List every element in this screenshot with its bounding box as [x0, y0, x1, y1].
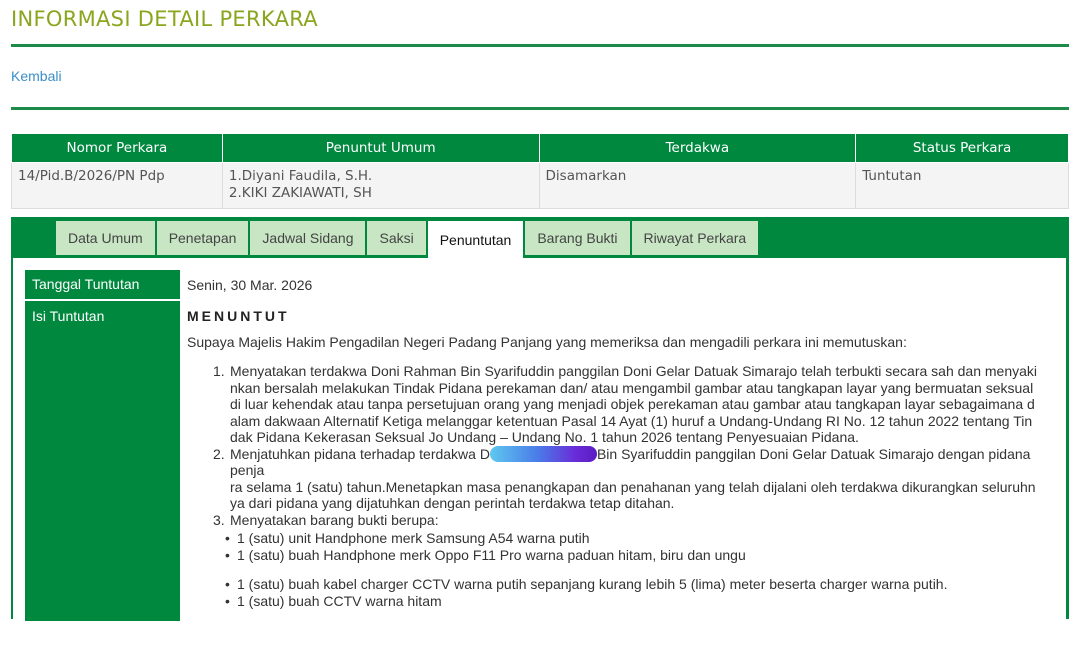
point-number: 2.	[213, 445, 225, 462]
table-header-row	[12, 134, 1069, 163]
title-divider	[11, 44, 1069, 47]
header-divider	[11, 107, 1069, 110]
point-1-line: alam dakwaan Alternatif Ketiga melanggar ketentuan Pasal 14 Ayat (1) huruf a Undang-Undang RI No. 12 tahun 2022 tentang Tin	[230, 412, 1033, 429]
cell-status-perkara: Tuntutan	[856, 163, 1069, 209]
isi-tuntutan-label: Isi Tuntutan	[25, 301, 180, 621]
point-1-line: nkan bersalah melakukan Tindak Pidana perekaman dan/ atau mengambil gambar atau tangkapan layar yang bermuatan seksual	[230, 379, 1034, 396]
detail-panel	[11, 217, 1069, 619]
point-2-line	[230, 446, 1060, 479]
back-link[interactable]: Kembali	[11, 68, 62, 84]
header-terdakwa: Terdakwa	[539, 134, 856, 163]
redaction-mark	[490, 446, 597, 462]
cell-terdakwa: Disamarkan	[539, 163, 856, 209]
point-2-text-post: Bin Syarifuddin panggilan Doni Gelar Datuak Simarajo dengan pidana penja	[230, 445, 1031, 478]
tab-bar	[56, 221, 760, 258]
point-number: 3.	[213, 511, 225, 528]
cell-penuntut-umum	[222, 163, 539, 209]
header-status-perkara: Status Perkara	[856, 134, 1069, 163]
tanggal-tuntutan-label: Tanggal Tuntutan	[25, 270, 180, 299]
list-item	[213, 511, 1060, 529]
header-penuntut-umum: Penuntut Umum	[222, 134, 539, 163]
cell-nomor-perkara: 14/Pid.B/2026/PN Pdp	[12, 163, 223, 209]
point-1-line: di luar kehendak atau tanpa persetujuan orang yang menjadi objek perekaman atau gambar atau tangkapan layar sebagaimana d	[230, 396, 1035, 412]
tanggal-tuntutan-value: Senin, 30 Mar. 2026	[187, 277, 313, 293]
point-2-line: ra selama 1 (satu) tahun.Menetapkan masa penangkapan dan penahanan yang telah dijalani oleh terdakwa dikurangkan seluruhn	[230, 478, 1036, 495]
tab-data-umum[interactable]: Data Umum	[56, 221, 157, 255]
prosecutor-1: 1.Diyani Faudila, S.H.	[228, 168, 373, 184]
case-summary-table	[11, 133, 1069, 209]
list-item: • 1 (satu) unit Handphone merk Samsung A54 warna putih	[237, 530, 746, 547]
list-item: • 1 (satu) buah CCTV warna hitam	[237, 593, 948, 610]
evidence-list-1	[237, 530, 746, 563]
list-item: • 1 (satu) buah Handphone merk Oppo F11 Pro warna paduan hitam, biru dan ungu	[237, 547, 746, 564]
list-item	[213, 363, 1060, 446]
menuntut-heading: MENUNTUT	[187, 308, 290, 324]
point-number: 1.	[213, 363, 225, 379]
point-2-text-pre: Menjatuhkan pidana terhadap terdakwa D	[230, 445, 490, 462]
demands-list	[213, 363, 1060, 528]
header-nomor-perkara: Nomor Perkara	[12, 134, 223, 163]
point-1-line: Menyatakan terdakwa Doni Rahman Bin Syarifuddin panggilan Doni Gelar Datuak Simarajo telah terbukti secara sah dan menyaki	[230, 363, 1037, 379]
tab-penuntutan[interactable]: Penuntutan	[428, 221, 526, 258]
prosecutor-2: 2.KIKI ZAKIAWATI, SH	[228, 185, 372, 201]
page-title: INFORMASI DETAIL PERKARA	[11, 7, 318, 31]
list-item: • 1 (satu) buah kabel charger CCTV warna putih sepanjang kurang lebih 5 (lima) meter beserta charger warna putih.	[237, 576, 948, 593]
point-1-line: dak Pidana Kekerasan Seksual Jo Undang – Undang No. 1 tahun 2026 tentang Penyesuaian Pidana.	[230, 429, 859, 445]
list-item	[213, 445, 1060, 512]
evidence-list-2	[237, 576, 948, 609]
tab-saksi[interactable]: Saksi	[367, 221, 427, 255]
tab-content	[13, 258, 1066, 658]
point-3-text: Menyatakan barang bukti berupa:	[230, 511, 439, 528]
point-2-line: ya dari pidana yang dijatuhkan dengan perintah terdakwa tetap ditahan.	[230, 495, 675, 511]
tab-penetapan[interactable]: Penetapan	[157, 221, 251, 255]
table-row	[12, 163, 1069, 209]
tab-barang-bukti[interactable]: Barang Bukti	[525, 221, 631, 255]
tab-jadwal-sidang[interactable]: Jadwal Sidang	[250, 221, 367, 255]
tab-riwayat-perkara[interactable]: Riwayat Perkara	[632, 221, 761, 255]
intro-text: Supaya Majelis Hakim Pengadilan Negeri Padang Panjang yang memeriksa dan mengadili perkara ini memutuskan:	[187, 334, 907, 350]
